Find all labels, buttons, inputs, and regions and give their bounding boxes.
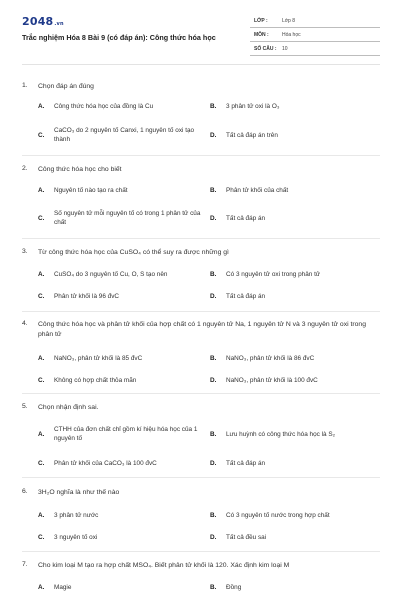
question-1 <box>22 82 380 152</box>
question-number: 4. <box>22 320 28 327</box>
option-letter: B. <box>210 355 217 362</box>
option-text: Tất cả đáp án <box>226 293 266 300</box>
option-text: 3 phân tử nước <box>54 512 99 519</box>
option-letter: C. <box>38 215 45 222</box>
question-text: Công thức hóa học cho biết <box>38 166 122 173</box>
option-text: Tất cả đáp án <box>226 460 266 467</box>
option-text: Đồng <box>226 584 242 591</box>
option-text: CaCO₃ do 2 nguyên tố Canxi, 1 nguyên tố oxi tạo thành <box>54 127 195 143</box>
logo-text: 2048 <box>22 15 54 28</box>
meta-label: MÔN : <box>254 31 269 38</box>
question-divider <box>22 551 380 552</box>
question-text: Từ công thức hóa học của CuSO₄ có thể suy ra được những gì <box>38 249 229 256</box>
option-text: Tất cả đáp án <box>226 215 266 222</box>
option-letter: B. <box>210 512 217 519</box>
option-letter: A. <box>38 187 45 194</box>
option-letter: A. <box>38 103 45 110</box>
option-text: CTHH của đơn chất chỉ gồm kí hiệu hóa học của 1 nguyên tố <box>54 426 198 442</box>
option-text: Có 3 nguyên tử oxi trong phân tử <box>226 271 321 278</box>
option-text: Lưu huỳnh có công thức hóa học là S₂ <box>226 431 336 438</box>
option-letter: A. <box>38 271 45 278</box>
header-divider <box>22 64 380 65</box>
meta-value: Lớp 8 <box>282 17 296 24</box>
question-3 <box>22 248 380 308</box>
option-letter: C. <box>38 132 45 139</box>
option-text: Nguyên tố nào tạo ra chất <box>54 187 128 194</box>
meta-table <box>250 14 380 56</box>
option-letter: D. <box>210 132 217 139</box>
question-7 <box>22 561 380 599</box>
question-divider <box>22 238 380 239</box>
logo-suffix: .vn <box>54 21 64 27</box>
option-letter: D. <box>210 460 217 467</box>
option-letter: C. <box>38 293 45 300</box>
option-letter: C. <box>38 534 45 541</box>
question-number: 6. <box>22 488 28 495</box>
question-divider <box>22 477 380 478</box>
question-divider <box>22 155 380 156</box>
question-divider <box>22 393 380 394</box>
option-text: Số nguyên tử mỗi nguyên tố có trong 1 phân tử của chất <box>54 210 201 226</box>
meta-row-class <box>250 14 380 28</box>
meta-row-count <box>250 42 380 56</box>
question-text: Công thức hóa học và phân tử khối của hợp chất có 1 nguyên tử Na, 1 nguyên tử N và 3 nguyên tử oxi trong phân tử <box>38 321 366 338</box>
option-letter: D. <box>210 215 217 222</box>
option-text: NaNO₃, phân tử khối là 86 đvC <box>226 355 315 362</box>
question-number: 1. <box>22 82 28 89</box>
option-letter: A. <box>38 512 45 519</box>
question-number: 5. <box>22 403 28 410</box>
option-letter: C. <box>38 460 45 467</box>
question-4 <box>22 320 380 390</box>
question-number: 2. <box>22 165 28 172</box>
option-text: Tất cả đều sai <box>226 534 267 541</box>
option-letter: D. <box>210 377 217 384</box>
option-text: Có 3 nguyên tố nước trong hợp chất <box>226 512 330 519</box>
option-text: NaNO₃, phân tử khối là 85 đvC <box>54 355 143 362</box>
question-text: Chọn nhận định sai. <box>38 404 99 411</box>
meta-label: SỐ CÂU : <box>254 45 277 52</box>
option-letter: B. <box>210 103 217 110</box>
option-text: NaNO₃, phân tử khối là 100 đvC <box>226 377 318 384</box>
option-letter: D. <box>210 534 217 541</box>
option-letter: A. <box>38 355 45 362</box>
option-text: 3 phân tử oxi là O₃ <box>226 103 280 110</box>
site-logo[interactable] <box>22 15 64 28</box>
page-title: Trắc nghiệm Hóa 8 Bài 9 (có đáp án): Công thức hóa học <box>22 33 216 42</box>
meta-value: 10 <box>282 45 288 52</box>
option-letter: A. <box>38 431 45 438</box>
option-text: Công thức hóa học của đồng là Cu <box>54 103 154 110</box>
option-text: 3 nguyên tố oxi <box>54 534 98 541</box>
question-divider <box>22 311 380 312</box>
meta-label: LỚP : <box>254 17 268 24</box>
question-text: 3H₂O nghĩa là như thế nào <box>38 489 120 496</box>
question-6 <box>22 488 380 548</box>
question-5 <box>22 403 380 483</box>
option-text: Tất cả đáp án trên <box>226 132 278 139</box>
option-letter: B. <box>210 431 217 438</box>
question-number: 7. <box>22 561 28 568</box>
option-text: Phân tử khối của chất <box>226 187 289 194</box>
question-2 <box>22 165 380 235</box>
option-text: Phân tử khối của CaCO₃ là 100 đvC <box>54 460 157 467</box>
question-number: 3. <box>22 248 28 255</box>
question-text: Chọn đáp án đúng <box>38 83 94 90</box>
option-letter: B. <box>210 584 217 591</box>
option-text: CuSO₄ do 3 nguyên tố Cu, O, S tạo nên <box>54 271 168 278</box>
option-letter: D. <box>210 293 217 300</box>
option-text: Không có hợp chất thỏa mãn <box>54 377 137 384</box>
question-text: Cho kim loại M tạo ra hợp chất MSO₄. Biết phân tử khối là 120. Xác định kim loại M <box>38 562 290 569</box>
document-header <box>0 0 400 64</box>
meta-row-subject <box>250 28 380 42</box>
option-letter: B. <box>210 271 217 278</box>
option-text: Phân tử khối là 96 đvC <box>54 293 120 300</box>
option-letter: A. <box>38 584 45 591</box>
meta-value: Hóa học <box>282 31 301 38</box>
option-letter: B. <box>210 187 217 194</box>
option-letter: C. <box>38 377 45 384</box>
option-text: Magie <box>54 584 72 591</box>
